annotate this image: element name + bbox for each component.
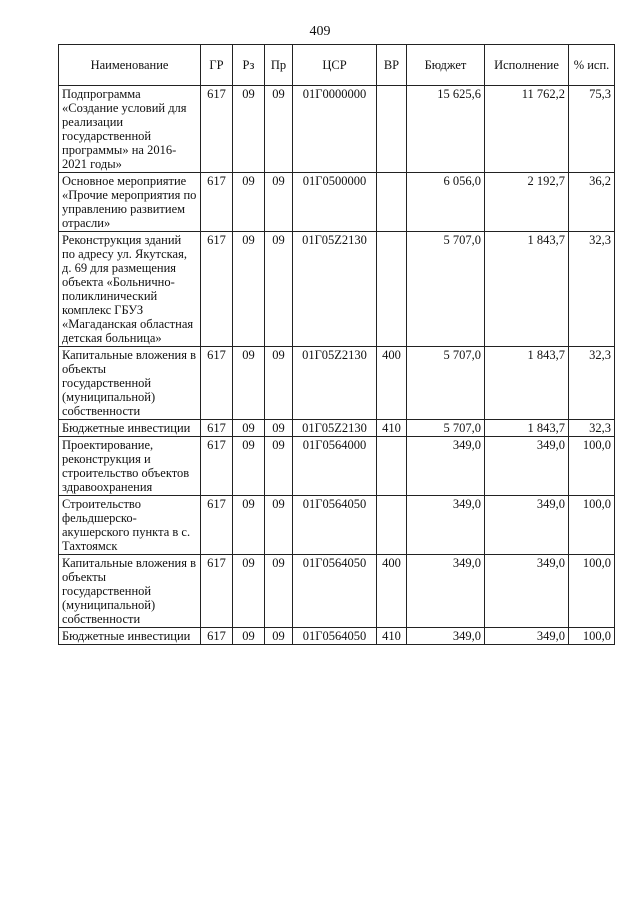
row-csr: 01Г0564050	[293, 496, 377, 555]
row-pr: 09	[265, 232, 293, 347]
row-vr: 400	[377, 347, 407, 420]
row-vr: 410	[377, 420, 407, 437]
row-execution: 349,0	[485, 437, 569, 496]
row-csr: 01Г0564050	[293, 628, 377, 645]
row-csr: 01Г05Z2130	[293, 232, 377, 347]
row-pr: 09	[265, 173, 293, 232]
header-vr: ВР	[377, 45, 407, 86]
row-percent: 75,3	[569, 86, 615, 173]
row-name: Проектирование, реконструкция и строительство объектов здравоохранения	[59, 437, 201, 496]
row-rz: 09	[233, 496, 265, 555]
header-name: Наименование	[59, 45, 201, 86]
row-budget: 349,0	[407, 628, 485, 645]
table-row	[59, 496, 615, 555]
table-row	[59, 232, 615, 347]
row-budget: 349,0	[407, 555, 485, 628]
row-budget: 5 707,0	[407, 232, 485, 347]
row-pr: 09	[265, 437, 293, 496]
header-gr: ГР	[201, 45, 233, 86]
row-gr: 617	[201, 420, 233, 437]
row-csr: 01Г0000000	[293, 86, 377, 173]
row-vr	[377, 496, 407, 555]
row-rz: 09	[233, 555, 265, 628]
row-csr: 01Г0500000	[293, 173, 377, 232]
row-percent: 32,3	[569, 347, 615, 420]
row-rz: 09	[233, 173, 265, 232]
row-name: Подпрограмма «Создание условий для реализации государственной программы» на 2016-2021 годы»	[59, 86, 201, 173]
row-name: Основное мероприятие «Прочие мероприятия по управлению развитием отрасли»	[59, 173, 201, 232]
row-execution: 1 843,7	[485, 420, 569, 437]
row-execution: 349,0	[485, 496, 569, 555]
row-vr: 410	[377, 628, 407, 645]
row-gr: 617	[201, 496, 233, 555]
table-row	[59, 86, 615, 173]
row-csr: 01Г05Z2130	[293, 420, 377, 437]
row-percent: 100,0	[569, 555, 615, 628]
row-rz: 09	[233, 86, 265, 173]
row-budget: 349,0	[407, 496, 485, 555]
row-name: Капитальные вложения в объекты государственной (муниципальной) собственности	[59, 347, 201, 420]
row-rz: 09	[233, 420, 265, 437]
row-rz: 09	[233, 347, 265, 420]
row-gr: 617	[201, 232, 233, 347]
row-rz: 09	[233, 628, 265, 645]
row-execution: 349,0	[485, 628, 569, 645]
row-percent: 100,0	[569, 496, 615, 555]
row-name: Бюджетные инвестиции	[59, 420, 201, 437]
header-percent: % исп.	[569, 45, 615, 86]
header-execution: Исполнение	[485, 45, 569, 86]
row-execution: 349,0	[485, 555, 569, 628]
row-percent: 32,3	[569, 232, 615, 347]
budget-table	[58, 44, 615, 645]
row-vr: 400	[377, 555, 407, 628]
row-vr	[377, 86, 407, 173]
row-pr: 09	[265, 420, 293, 437]
row-gr: 617	[201, 173, 233, 232]
row-gr: 617	[201, 86, 233, 173]
header-csr: ЦСР	[293, 45, 377, 86]
row-gr: 617	[201, 347, 233, 420]
row-pr: 09	[265, 86, 293, 173]
row-execution: 1 843,7	[485, 232, 569, 347]
row-name: Капитальные вложения в объекты государственной (муниципальной) собственности	[59, 555, 201, 628]
header-pr: Пр	[265, 45, 293, 86]
row-vr	[377, 232, 407, 347]
row-csr: 01Г05Z2130	[293, 347, 377, 420]
row-budget: 15 625,6	[407, 86, 485, 173]
row-vr	[377, 173, 407, 232]
row-budget: 349,0	[407, 437, 485, 496]
row-rz: 09	[233, 437, 265, 496]
row-pr: 09	[265, 555, 293, 628]
row-gr: 617	[201, 437, 233, 496]
table-header-row	[59, 45, 615, 86]
row-name: Строительство фельдшерско-акушерского пункта в с. Тахтоямск	[59, 496, 201, 555]
row-name: Реконструкция зданий по адресу ул. Якутская, д. 69 для размещения объекта «Больнично-поликлинический комплекс ГБУЗ «Магаданская областная детская больница»	[59, 232, 201, 347]
row-pr: 09	[265, 496, 293, 555]
row-percent: 32,3	[569, 420, 615, 437]
row-percent: 100,0	[569, 437, 615, 496]
row-pr: 09	[265, 347, 293, 420]
row-rz: 09	[233, 232, 265, 347]
row-budget: 5 707,0	[407, 420, 485, 437]
row-gr: 617	[201, 555, 233, 628]
table-row	[59, 437, 615, 496]
row-percent: 100,0	[569, 628, 615, 645]
row-vr	[377, 437, 407, 496]
row-pr: 09	[265, 628, 293, 645]
row-execution: 2 192,7	[485, 173, 569, 232]
row-budget: 5 707,0	[407, 347, 485, 420]
table-row	[59, 628, 615, 645]
row-execution: 11 762,2	[485, 86, 569, 173]
table-row	[59, 555, 615, 628]
page-number: 409	[309, 24, 331, 39]
row-csr: 01Г0564050	[293, 555, 377, 628]
row-name: Бюджетные инвестиции	[59, 628, 201, 645]
row-budget: 6 056,0	[407, 173, 485, 232]
row-execution: 1 843,7	[485, 347, 569, 420]
row-percent: 36,2	[569, 173, 615, 232]
table-row	[59, 347, 615, 420]
row-gr: 617	[201, 628, 233, 645]
row-csr: 01Г0564000	[293, 437, 377, 496]
header-budget: Бюджет	[407, 45, 485, 86]
table-row	[59, 173, 615, 232]
table-row	[59, 420, 615, 437]
header-rz: Рз	[233, 45, 265, 86]
